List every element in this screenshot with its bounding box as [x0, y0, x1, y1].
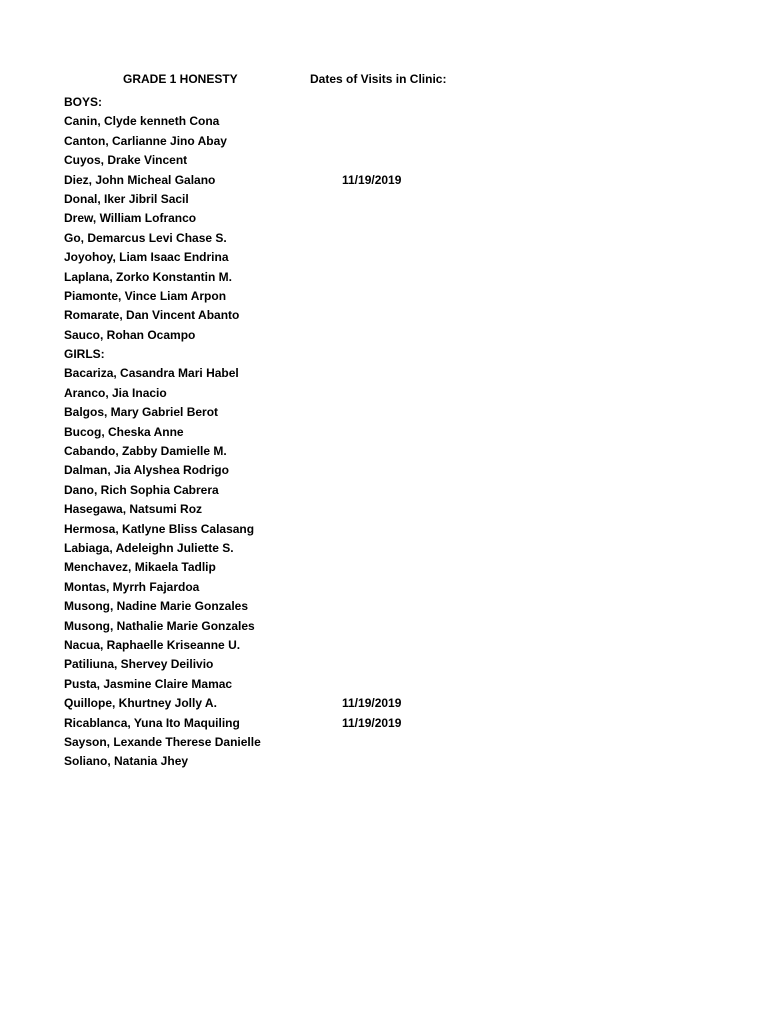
student-row	[64, 287, 704, 306]
student-row	[64, 461, 704, 480]
student-row	[64, 306, 704, 325]
student-name: Nacua, Raphaelle Kriseanne U.	[64, 637, 241, 652]
section-label: BOYS:	[64, 95, 103, 109]
section-heading	[64, 93, 704, 112]
student-name: Soliano, Natania Jhey	[64, 754, 189, 769]
student-list	[64, 93, 704, 772]
student-name: Dalman, Jia Alyshea Rodrigo	[64, 463, 229, 478]
student-name: Drew, William Lofranco	[64, 211, 197, 226]
student-name: Hermosa, Katlyne Bliss Calasang	[64, 521, 255, 536]
student-name: Canin, Clyde kenneth Cona	[64, 114, 220, 129]
student-name: Sayson, Lexande Therese Danielle	[64, 734, 261, 749]
student-name: Hasegawa, Natsumi Roz	[64, 502, 203, 517]
student-name: Sauco, Rohan Ocampo	[64, 327, 196, 342]
student-row	[64, 617, 704, 636]
student-name: Balgos, Mary Gabriel Berot	[64, 405, 219, 420]
student-name: Labiaga, Adeleighn Juliette S.	[64, 540, 234, 555]
student-row	[64, 209, 704, 228]
student-row	[64, 384, 704, 403]
student-name: Go, Demarcus Levi Chase S.	[64, 230, 227, 245]
student-row	[64, 132, 704, 151]
student-name: Ricablanca, Yuna Ito Maquiling	[64, 715, 240, 730]
student-row	[64, 597, 704, 616]
student-name: Quillope, Khurtney Jolly A.	[64, 696, 217, 711]
student-row	[64, 520, 704, 539]
visit-date: 11/19/2019	[342, 715, 402, 730]
student-row	[64, 655, 704, 674]
visit-date: 11/19/2019	[342, 172, 402, 187]
dates-column-header: Dates of Visits in Clinic:	[310, 72, 447, 86]
student-name: Patiliuna, Shervey Deilivio	[64, 657, 214, 672]
student-row	[64, 326, 704, 345]
student-row	[64, 481, 704, 500]
student-name: Aranco, Jia Inacio	[64, 385, 167, 400]
student-name: Dano, Rich Sophia Cabrera	[64, 482, 219, 497]
student-row	[64, 171, 704, 190]
student-name: Romarate, Dan Vincent Abanto	[64, 308, 240, 323]
student-row	[64, 364, 704, 383]
student-row	[64, 694, 704, 713]
student-row	[64, 636, 704, 655]
student-name: Piamonte, Vince Liam Arpon	[64, 288, 227, 303]
student-name: Montas, Myrrh Fajardoa	[64, 579, 200, 594]
visit-date: 11/19/2019	[342, 696, 402, 711]
student-name: Musong, Nathalie Marie Gonzales	[64, 618, 255, 633]
student-row	[64, 423, 704, 442]
student-name: Cabando, Zabby Damielle M.	[64, 444, 227, 459]
student-name: Cuyos, Drake Vincent	[64, 153, 188, 168]
student-row	[64, 248, 704, 267]
student-name: Donal, Iker Jibril Sacil	[64, 191, 189, 206]
section-heading	[64, 345, 704, 364]
student-name: Pusta, Jasmine Claire Mamac	[64, 676, 233, 691]
page-title: GRADE 1 HONESTY	[123, 72, 238, 86]
student-row	[64, 675, 704, 694]
student-name: Laplana, Zorko Konstantin M.	[64, 269, 233, 284]
student-row	[64, 578, 704, 597]
student-row	[64, 190, 704, 209]
student-row	[64, 500, 704, 519]
student-row	[64, 558, 704, 577]
student-row	[64, 151, 704, 170]
student-row	[64, 442, 704, 461]
header-row	[0, 72, 768, 90]
student-row	[64, 539, 704, 558]
student-name: Bacariza, Casandra Mari Habel	[64, 366, 239, 381]
student-name: Menchavez, Mikaela Tadlip	[64, 560, 216, 575]
student-name: Diez, John Micheal Galano	[64, 172, 216, 187]
student-row	[64, 403, 704, 422]
student-row	[64, 229, 704, 248]
student-row	[64, 268, 704, 287]
student-name: Bucog, Cheska Anne	[64, 424, 184, 439]
student-row	[64, 733, 704, 752]
student-name: Musong, Nadine Marie Gonzales	[64, 599, 249, 614]
section-label: GIRLS:	[64, 347, 105, 362]
student-row	[64, 714, 704, 733]
student-row	[64, 112, 704, 131]
student-row	[64, 752, 704, 771]
student-name: Canton, Carlianne Jino Abay	[64, 133, 227, 148]
student-name: Joyohoy, Liam Isaac Endrina	[64, 250, 229, 265]
